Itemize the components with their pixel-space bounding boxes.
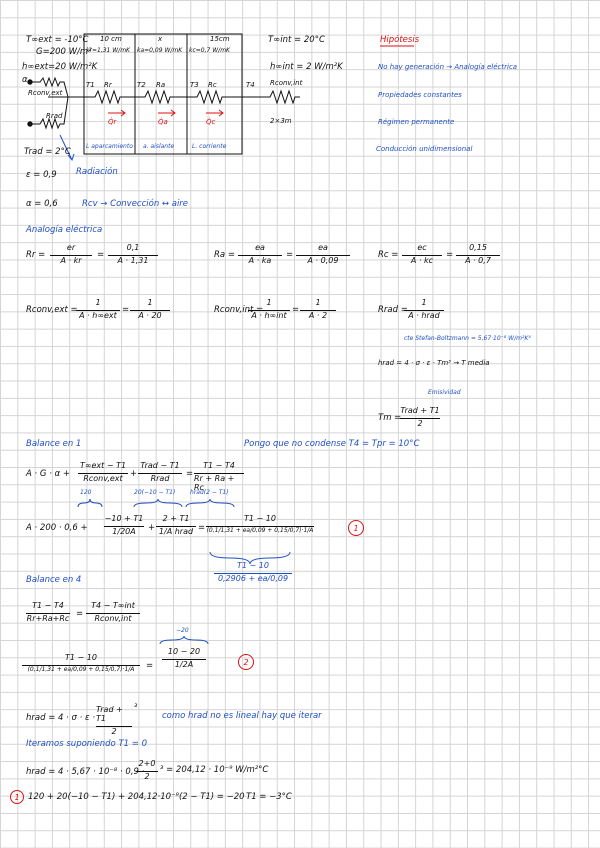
node-t2: T2 (137, 81, 146, 89)
emissivity-note: Emisividad (428, 389, 461, 396)
balance1-g2: 2 + T1 1/A hrad (156, 515, 196, 537)
rconv-ext-frac-2: 1 A · 20 (130, 299, 170, 321)
hrad-def: hrad = 4 · σ · ε · Tm³ → T media (378, 359, 490, 367)
col3-r: Rc (208, 81, 217, 89)
analogy-title: Analogía eléctrica (26, 225, 103, 235)
mark-2: 2 (238, 654, 254, 670)
rconv-ext-lhs: Rconv,ext = (26, 305, 78, 315)
rc-frac-2: 0,15 A · 0,7 (456, 244, 500, 266)
rrad-lhs: Rrad = (378, 305, 408, 315)
rc-frac-1: ec A · kc (402, 244, 442, 266)
final-result: T1 = −3°C (246, 792, 292, 802)
alpha-label: α (22, 75, 28, 85)
hypotheses-title: Hipótesis (380, 35, 420, 45)
hrad-calc-frac: 2+0 2 (136, 760, 158, 782)
hrad-calc-lhs: hrad = 4 · 5,67 · 10⁻⁸ · 0,9 · (26, 767, 145, 777)
hrad-frac: Trad + T1 2 (96, 706, 132, 736)
col2-width: x (158, 35, 163, 43)
rconv-ext-frac-1: 1 A · h∞ext (76, 299, 120, 321)
balance1-lhs2: A · 200 · 0,6 + (26, 523, 88, 533)
tm-lhs: Tm = (378, 413, 402, 423)
alpha-note: Rcv → Convección ↔ aire (82, 199, 189, 209)
col1-k: kr=1,31 W/mK (86, 47, 130, 54)
ra-frac-2: ea A · 0,09 (296, 244, 350, 266)
ra-lhs: Ra = (214, 250, 235, 260)
t-ext-label: T∞ext = -10°C (26, 35, 89, 45)
brace1-text: 120 (80, 489, 92, 496)
h-ext-label: h∞ext=20 W/m²K (22, 62, 98, 72)
mark-1-final: 1 (10, 790, 24, 804)
balance4-title: Balance en 4 (26, 575, 82, 585)
balance1-under: T1 − 10 0,2906 + ea/0,09 (214, 562, 292, 584)
h-int-label: h∞int = 2 W/m²K (270, 62, 343, 72)
assume-note: Iteramos suponiendo T1 = 0 (26, 739, 147, 749)
col3-name: L. corriente (192, 143, 227, 150)
balance4-top-note: −20 (176, 627, 189, 634)
brace-3 (186, 499, 234, 507)
hrad-cubed: ³ (134, 703, 138, 713)
rconv-int-frac-1: 1 A · h∞int (248, 299, 290, 321)
col3-k: kc=0,7 W/mK (189, 47, 230, 54)
col2-name: a. aislante (143, 143, 175, 150)
hrad-lhs: hrad = 4 · σ · ε · (26, 713, 96, 723)
tm-frac: Trad + T1 2 (400, 406, 440, 428)
node-t4: T4 (246, 81, 255, 89)
hypothesis-3: Régimen permanente (378, 118, 455, 126)
q-arrow-1 (108, 110, 125, 116)
series-wire (48, 91, 300, 103)
brace-1 (78, 499, 102, 507)
ra-frac-1: ea A · ka (238, 244, 282, 266)
trad-label: Trad = 2°C (24, 147, 71, 157)
rrad-frac: 1 A · hrad (404, 299, 444, 321)
hypothesis-1: No hay generación → Analogía eléctrica (378, 63, 518, 71)
col1-r: Rr (104, 81, 112, 89)
brace-2 (134, 499, 182, 507)
col2-k: ka=0,09 W/mK (137, 47, 183, 54)
q-r-label: Q̇r (108, 118, 117, 126)
balance4-f1: T1 − T4 Rr+Ra+Rc (26, 601, 70, 623)
col1-width: 10 cm (100, 35, 122, 43)
col2-r: Ra (156, 81, 166, 89)
balance1-f3: T1 − T4 Rr + Ra + Rc (194, 462, 244, 492)
balance4-h2: 10 − 20 1/2A (162, 648, 206, 670)
brace-top-b4 (160, 636, 208, 644)
area-label: 2×3m (270, 117, 292, 125)
q-c-label: Q̇c (206, 118, 216, 126)
col1-name: L aparcamiento (86, 143, 133, 150)
balance1-g1: −10 + T1 1/20A (104, 514, 144, 536)
col3-width: 15cm (210, 35, 230, 43)
rrad-label: Rrad (46, 112, 63, 120)
balance1-g3: T1 − 10 (0,1/1,31 + ea/0,09 + 0,15/0,7)·1/A (206, 514, 314, 534)
rr-frac-2: 0,1 A · 1,31 (108, 244, 158, 266)
q-arrow-3 (206, 110, 223, 116)
alpha-value: α = 0,6 (26, 199, 58, 209)
rc-lhs: Rc = (378, 250, 399, 260)
brace3-text: hrad(2 − T1) (190, 489, 229, 496)
rconv-int-lhs: Rconv,int = (214, 305, 264, 315)
rconv-ext-label: Rconv,ext (28, 89, 63, 97)
t-int-label: T∞int = 20°C (268, 35, 325, 45)
node-t1: T1 (86, 81, 95, 89)
stefan-note: cte Stefan-Boltzmann = 5,67·10⁻⁸ W/m²K⁴ (404, 335, 531, 342)
hrad-calc-rhs: ³ = 204,12 · 10⁻⁹ W/m²°C (160, 765, 269, 775)
eps-note: Radiación (76, 167, 118, 177)
g-label: G=200 W/m² (36, 47, 92, 57)
balance1-f2: Trad − T1 Rrad (138, 462, 182, 484)
q-arrow-2 (158, 110, 175, 116)
rr-frac-1: er A · kr (50, 244, 92, 266)
balance1-f1: T∞ext − T1 Rconv,ext (79, 461, 127, 483)
balance1-note: Pongo que no condense T4 = Tpr = 10°C (244, 439, 420, 449)
balance1-lhs: A · G · α + (26, 469, 71, 479)
rconv-int-frac-2: 1 A · 2 (300, 299, 336, 321)
rconv-int-label: Rconv,int (270, 79, 303, 87)
hypothesis-4: Conducción unidimensional (376, 145, 473, 153)
mark-1: 1 (348, 520, 364, 536)
iterate-note: como hrad no es lineal hay que iterar (162, 711, 322, 721)
brace2-text: 20(−10 − T1) (134, 489, 176, 496)
balance4-f2: T4 − T∞int Rconv,int (86, 602, 140, 624)
rr-lhs: Rr = (26, 250, 46, 260)
eps-label: ε = 0,9 (26, 170, 57, 180)
final-equation: 120 + 20(−10 − T1) + 204,12·10⁻⁹(2 − T1) = −20 (28, 792, 245, 802)
q-a-label: Q̇a (158, 118, 168, 126)
node-t3: T3 (190, 81, 199, 89)
balance1-title: Balance en 1 (26, 439, 82, 449)
hypothesis-2: Propiedades constantes (378, 91, 462, 99)
balance4-h1: T1 − 10 (0,1/1,31 + ea/0,09 + 0,15/0,7)·1/A (22, 654, 140, 673)
